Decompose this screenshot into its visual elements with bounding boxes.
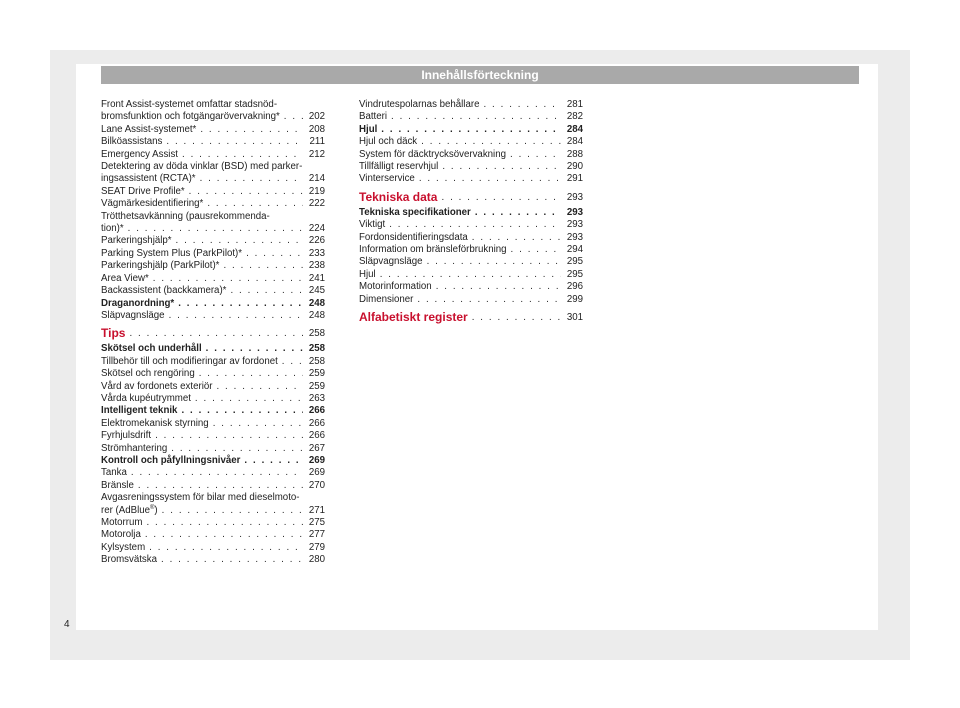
toc-page-number: 266 [308,430,325,442]
toc-entry-title-line: Trötthetsavkänning (pausrekommenda- [101,210,270,222]
toc-page-number: 293 [566,191,583,203]
toc-entry[interactable] [101,343,325,355]
toc-entry-title: Släpvagnsläge [101,309,165,321]
toc-entry[interactable] [359,173,583,185]
toc-entry-title: Backassistent (backkamera)* [101,285,227,297]
toc-entry[interactable] [101,492,325,517]
toc-page-number: 267 [308,442,325,454]
dot-leader [381,124,561,136]
toc-page-number: 212 [308,148,325,160]
toc-page-number: 281 [566,99,583,110]
toc-entry-title: Elektromekanisk styrning [101,417,209,429]
toc-entry-title: SEAT Drive Profile* [101,185,185,197]
toc-page-number: 291 [566,173,583,185]
toc-entry[interactable] [359,269,583,281]
dot-leader [129,326,303,341]
toc-page-number: 248 [308,309,325,321]
dot-leader [181,405,303,417]
toc-entry[interactable] [101,161,325,186]
toc-entry[interactable] [101,248,325,260]
toc-entry-title: Alfabetiskt register [359,310,468,325]
toc-entry-title: Kylsystem [101,541,146,553]
dot-leader [199,368,303,380]
toc-page-number: 259 [308,368,325,380]
toc-entry[interactable] [101,405,325,417]
toc-page-number: 269 [308,467,325,479]
dot-leader [138,480,303,492]
toc-entry[interactable] [101,310,325,322]
dot-leader [417,294,561,306]
toc-page-number: 259 [308,380,325,392]
toc-entry[interactable] [359,207,583,219]
toc-entry-title: Draganordning* [101,297,175,309]
dot-leader [182,149,303,161]
toc-entry-title: Motorinformation [359,281,432,293]
toc-page-number: 299 [566,293,583,305]
page-header-title: Innehållsförteckning [421,68,539,82]
dot-leader [421,136,561,148]
toc-entry-title: Tillbehör till och modifieringar av fordonet [101,355,278,367]
toc-page-number: 233 [308,247,325,259]
toc-entry[interactable] [359,219,583,231]
dot-leader [206,343,303,355]
toc-page-number: 211 [309,136,325,148]
toc-entry[interactable] [101,356,325,368]
dot-leader [389,219,561,231]
toc-entry[interactable] [359,136,583,148]
toc-page-number: 202 [308,111,325,123]
toc-entry[interactable] [101,393,325,405]
toc-entry[interactable] [101,285,325,297]
dot-leader [483,99,561,111]
toc-entry[interactable] [359,256,583,268]
dot-leader [146,517,303,529]
dot-leader [472,232,561,244]
toc-entry[interactable] [101,418,325,430]
toc-entry[interactable] [101,149,325,161]
toc-entry-title: Kontroll och påfyllningsnivåer [101,454,241,466]
toc-page-number: 280 [308,554,325,566]
toc-entry-title: Tekniska data [359,189,438,204]
toc-entry[interactable] [101,381,325,393]
dot-leader [189,186,303,198]
dot-leader [213,418,303,430]
toc-page-number: 245 [308,285,325,297]
toc-entry-title: Bromsvätska [101,554,157,566]
toc-entry-title: Lane Assist-systemet* [101,123,197,135]
dot-leader [162,505,303,517]
toc-entry[interactable] [359,111,583,123]
toc-entry-title: Tekniska specifikationer [359,206,471,218]
toc-entry-title-line: Avgasreningssystem för bilar med dieselmoto- [101,492,300,504]
toc-page-number: 222 [308,198,325,210]
toc-page-number: 241 [308,272,325,284]
toc-entry-title: Bilköassistans [101,136,163,148]
dot-leader [216,381,303,393]
toc-entry-title: tion)* [101,223,124,235]
dot-leader [442,161,561,173]
toc-page-number: 275 [308,517,325,528]
toc-page-number: 219 [308,185,325,197]
toc-entry[interactable] [101,235,325,247]
toc-entry[interactable] [101,273,325,285]
dot-leader [169,310,303,322]
dot-leader [472,310,561,325]
dot-leader [511,244,561,256]
toc-column-right [359,99,583,327]
toc-entry-title: Tips [101,326,126,341]
toc-entry-title: Hjul [359,268,376,280]
toc-entry[interactable] [101,198,325,210]
page-header [101,66,859,84]
toc-entry[interactable] [101,542,325,554]
dot-leader [166,136,303,148]
toc-entry[interactable] [101,430,325,442]
toc-entry[interactable] [101,124,325,136]
toc-entry[interactable] [101,186,325,198]
toc-page-number: 284 [566,123,583,135]
toc-page-number: 269 [308,454,325,466]
dot-leader [230,285,303,297]
toc-entry[interactable] [101,260,325,272]
toc-entry-title: bromsfunktion och fotgängarövervakning* [101,111,280,123]
toc-page-number: 224 [308,223,325,235]
toc-entry-title: Vägmärkesidentifiering* [101,198,204,210]
toc-page-number: 293 [566,231,583,243]
dot-leader [510,149,561,161]
toc-entry-title: Motorrum [101,517,143,528]
toc-entry-title: Hjul och däck [359,136,418,148]
toc-page-number: 226 [308,235,325,247]
toc-entry[interactable] [359,244,583,256]
dot-leader [149,542,303,554]
dot-leader [391,111,561,123]
toc-page-number: 248 [308,297,325,309]
toc-entry-title: Tillfälligt reservhjul [359,161,439,173]
toc-page-number: 290 [566,161,583,173]
toc-page-number: 238 [308,260,325,272]
toc-entry-title: Motorolja [101,529,141,541]
dot-leader [200,173,303,185]
dot-leader [178,298,303,310]
toc-entry[interactable] [101,480,325,492]
dot-leader [246,248,303,260]
toc-page-number: 266 [308,417,325,429]
toc-entry[interactable] [101,517,325,529]
toc-page-number: 270 [308,479,325,491]
toc-entry[interactable] [101,298,325,310]
toc-page-number: 282 [566,111,583,123]
dot-leader [171,443,303,455]
dot-leader [207,198,303,210]
page-number: 4 [64,619,70,630]
toc-entry[interactable] [101,99,325,124]
toc-entry-title-line: Detektering av döda vinklar (BSD) med parker- [101,161,303,173]
dot-leader [282,356,303,368]
toc-entry[interactable] [101,368,325,380]
toc-page-number: 293 [566,206,583,218]
dot-leader [145,529,303,541]
toc-page-number: 277 [308,529,325,541]
toc-page-number: 293 [566,219,583,231]
toc-entry-title: Dimensioner [359,293,414,305]
toc-entry-title: Emergency Assist [101,148,178,160]
dot-leader [155,430,303,442]
toc-entry[interactable] [359,281,583,293]
toc-page-number: 258 [308,343,325,355]
toc-entry-title: Släpvagnsläge [359,256,423,268]
toc-entry[interactable] [101,467,325,479]
toc-entry[interactable] [359,294,583,306]
toc-entry-title: rer (AdBlue®) [101,504,158,516]
dot-leader [475,207,561,219]
toc-entry-title: Vårda kupéutrymmet [101,392,191,404]
dot-leader [436,281,561,293]
toc-entry[interactable] [359,232,583,244]
dot-leader [131,467,303,479]
toc-page-number: 294 [566,244,583,256]
dot-leader [427,256,561,268]
toc-page-number: 258 [308,355,325,367]
dot-leader [128,223,303,235]
toc-entry-title: Information om bränsleförbrukning [359,244,507,256]
toc-entry-title-line: Front Assist-systemet omfattar stadsnöd- [101,99,278,110]
toc-entry-title: Hjul [359,123,378,135]
toc-entry-title: Vindrutespolarnas behållare [359,99,480,110]
toc-entry-title: ingsassistent (RCTA)* [101,173,196,185]
toc-entry[interactable] [101,211,325,236]
toc-entry-title: Skötsel och underhåll [101,343,202,355]
toc-page-number: 208 [308,123,325,135]
toc-entry[interactable] [359,99,583,111]
dot-leader [195,393,303,405]
toc-page-number: 214 [308,173,325,185]
toc-entry-title: Batteri [359,111,387,123]
toc-entry-title: Fordonsidentifieringsdata [359,231,468,243]
dot-leader [380,269,561,281]
toc-page-number: 279 [308,541,325,553]
toc-page-number: 295 [566,256,583,268]
toc-entry-title: Tanka [101,467,127,479]
toc-entry-title: Parkeringshjälp* [101,235,172,247]
toc-page-number: 296 [566,281,583,293]
dot-leader [244,455,303,467]
toc-entry-title: Bränsle [101,479,134,491]
toc-section-heading[interactable] [101,326,325,341]
toc-entry[interactable] [359,149,583,161]
toc-page-number: 271 [308,504,325,516]
dot-leader [176,235,303,247]
toc-entry-title: Parking System Plus (ParkPilot)* [101,247,243,259]
toc-entry[interactable] [101,136,325,148]
toc-page-number: 301 [566,312,583,324]
toc-entry[interactable] [101,529,325,541]
dot-leader [284,111,303,123]
toc-entry-title: Skötsel och rengöring [101,368,195,380]
toc-entry-title: Vård av fordonets exteriör [101,380,213,392]
dot-leader [200,124,303,136]
toc-section-heading[interactable] [359,310,583,325]
toc-entry-title: Vinterservice [359,173,415,185]
toc-entry[interactable] [101,443,325,455]
toc-page-number: 263 [308,392,325,404]
dot-leader [153,273,303,285]
toc-entry-title: Area View* [101,272,149,284]
toc-entry-title: Intelligent teknik [101,405,178,417]
toc-entry-title: Fyrhjulsdrift [101,430,152,442]
toc-page-number: 284 [566,136,583,148]
toc-page-number: 288 [566,148,583,160]
toc-entry[interactable] [359,161,583,173]
toc-section-heading[interactable] [359,190,583,205]
toc-column-left [101,99,325,567]
toc-page-number: 295 [566,268,583,280]
dot-leader [223,260,303,272]
toc-entry[interactable] [101,455,325,467]
toc-entry-title: Strömhantering [101,442,168,454]
toc-entry-title: Viktigt [359,219,386,231]
dot-leader [419,173,561,185]
toc-entry[interactable] [359,124,583,136]
dot-leader [441,190,561,205]
dot-leader [161,554,303,566]
toc-entry-title: System för däcktrycksövervakning [359,148,506,160]
toc-entry-title: Parkeringshjälp (ParkPilot)* [101,260,220,272]
toc-page-number: 258 [308,328,325,340]
toc-entry[interactable] [101,554,325,566]
toc-page-number: 266 [308,405,325,417]
